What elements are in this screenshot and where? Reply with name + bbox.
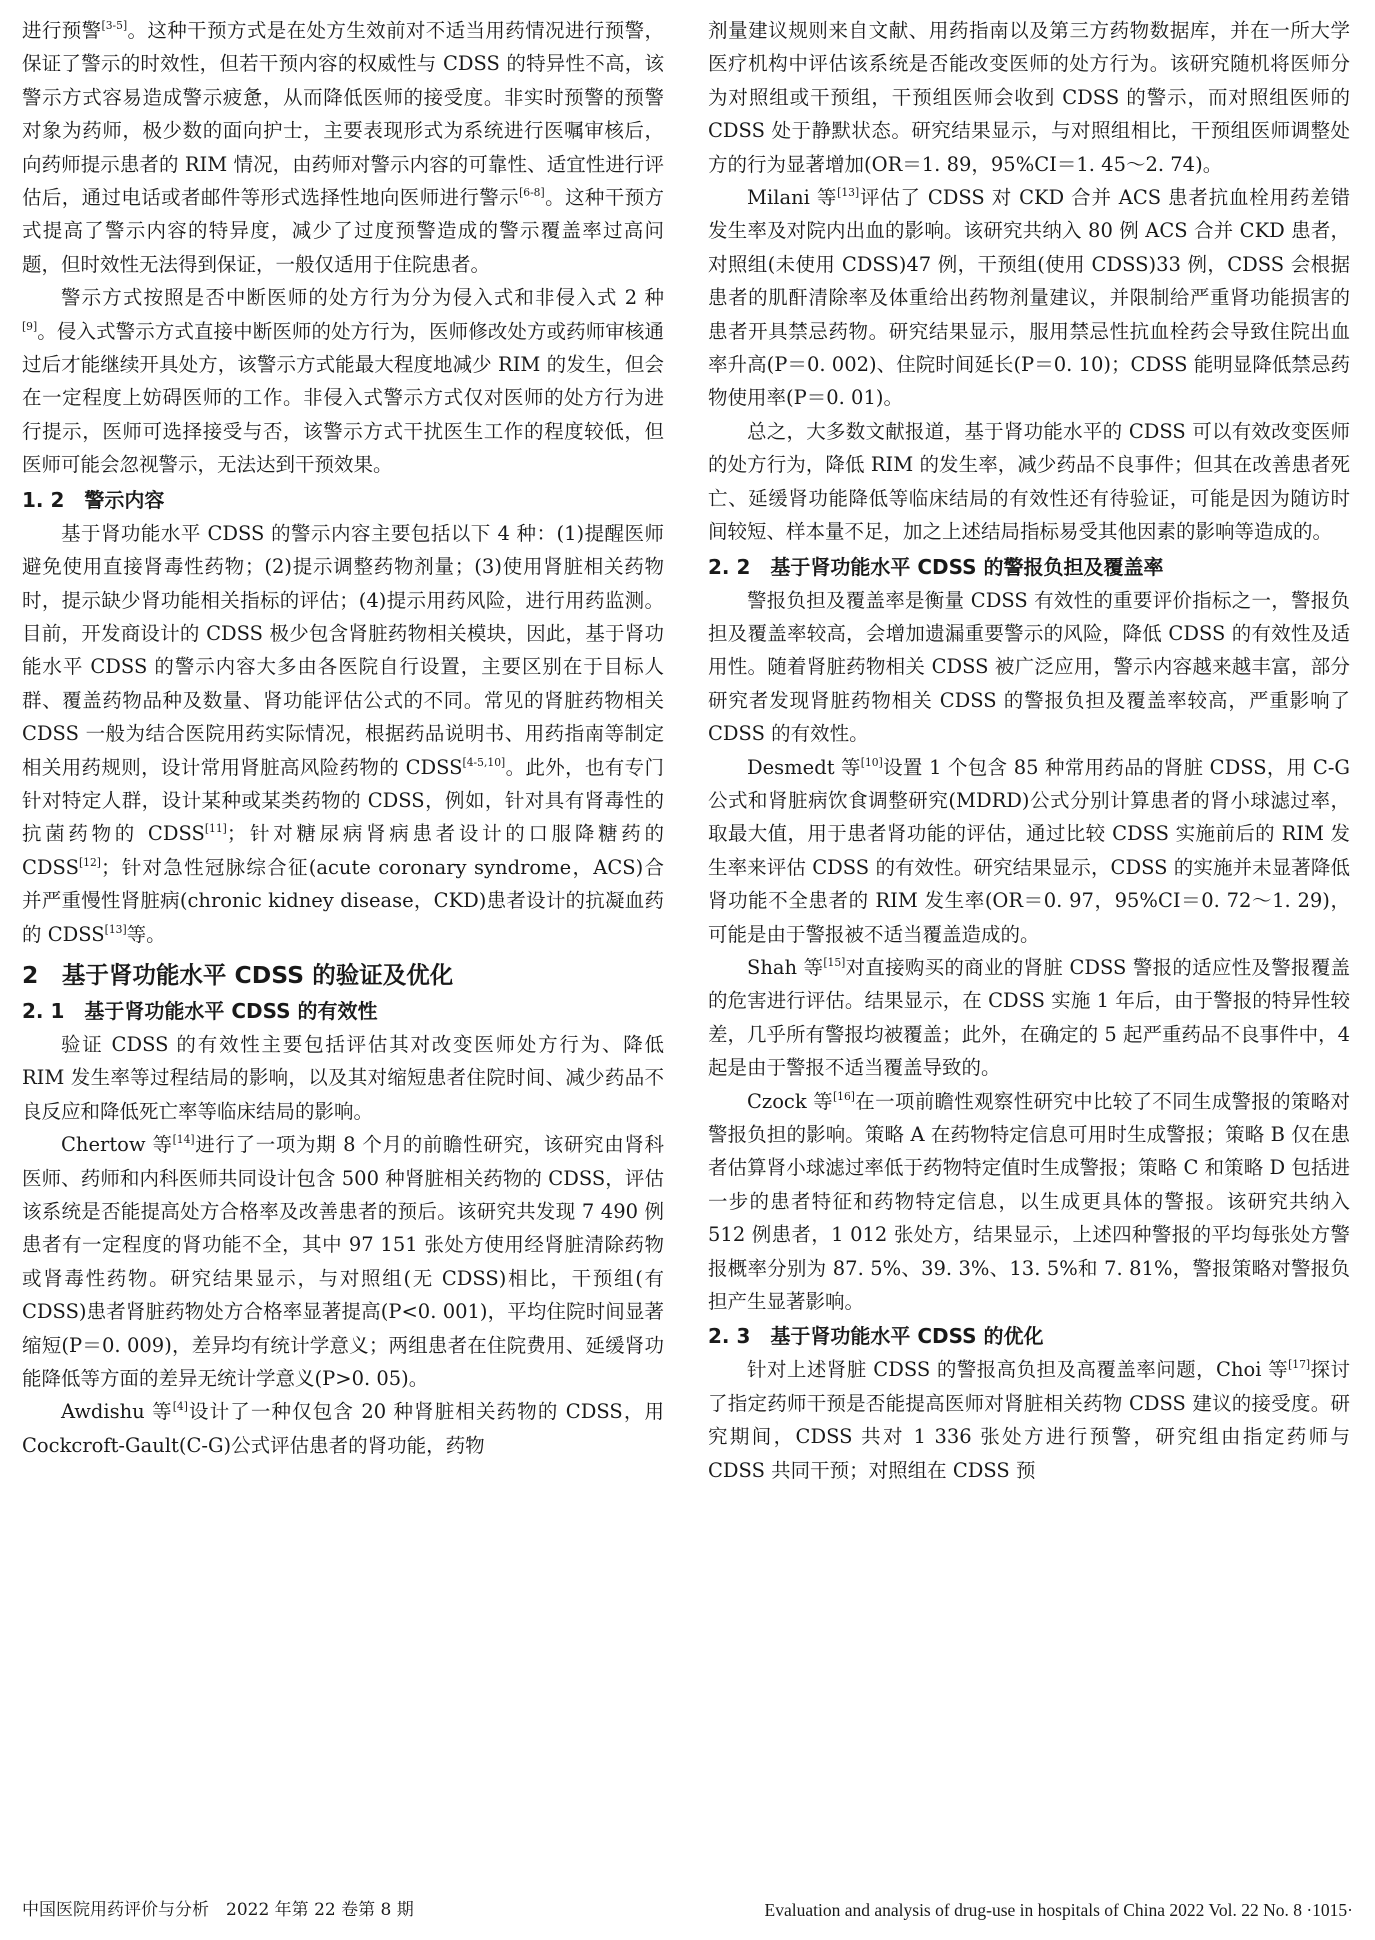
citation-ref: [15]	[823, 955, 846, 969]
subsection-heading: 2. 3 基于肾功能水平 CDSS 的优化	[708, 1324, 1044, 1349]
paragraph-text: Czock 等	[747, 1089, 833, 1113]
citation-ref: [16]	[832, 1089, 855, 1103]
paragraph-text: 。此外，也有专门针对特定人群，设计某种或某类药物的 CDSS，例如，针对具有肾毒性的抗菌药物的 CDSS	[22, 755, 664, 846]
citation-ref: [13]	[104, 922, 127, 936]
paragraph-text: 在一项前瞻性观察性研究中比较了不同生成警报的策略对警报负担的影响。策略 A 在药物特定信息可用时生成警报；策略 B 仅在患者估算肾小球滤过率低于药物特定值时生成警报；策略 C 和策略 D 包括进一步的患者特征和药物特定信息，以生成更具体的警报。该研究共纳入 512 例患者，1 012 张处方，结果显示，上述四种警报的平均每张处方警报概率分别为 87. 5%、39. 3%、13. 5%和 7. 81%，警报策略对警报负担产生显著影响。	[708, 1089, 1350, 1314]
citation-ref: [17]	[1288, 1358, 1311, 1372]
paragraph	[22, 1028, 664, 1128]
paragraph-text: 警示方式按照是否中断医师的处方行为分为侵入式和非侵入式 2 种	[61, 286, 664, 310]
paragraph-text: 对直接购买的商业的肾脏 CDSS 警报的适应性及警报覆盖的危害进行评估。结果显示，在 CDSS 实施 1 年后，由于警报的特异性较差，几乎所有警报均被覆盖；此外，在确定的 5 起严重药品不良事件中，4 起是由于警报不适当覆盖导致的。	[708, 955, 1350, 1080]
subsection-heading: 1. 2 警示内容	[22, 487, 165, 512]
citation-ref: [4-5,10]	[462, 755, 506, 769]
paragraph-text: 。这种干预方式是在处方生效前对不适当用药情况进行预警，保证了警示的时效性，但若干预内容的权威性与 CDSS 的特异性不高，该警示方式容易造成警示疲惫，从而降低医师的接受度。非实时预警的预警对象为药师，极少数的面向护士，主要表现形式为系统进行医嘱审核后，向药师提示患者的 RIM 情况，由药师对警示内容的可靠性、适宜性进行评估后，通过电话或者邮件等形式选择性地向医师进行警示	[22, 19, 664, 210]
journal-name-cn: 中国医院用药评价与分析 2022 年第 22 卷第 8 期	[22, 1900, 414, 1920]
paragraph-text: Awdishu 等	[61, 1400, 173, 1424]
paragraph-text: Milani 等	[747, 186, 838, 210]
journal-name-en-page-number: Evaluation and analysis of drug-use in hospitals of China 2022 Vol. 22 No. 8 ·1015·	[764, 1900, 1353, 1920]
paragraph-text: Shah 等	[747, 955, 824, 979]
citation-ref: [13]	[837, 186, 860, 199]
paragraph-text: 警报负担及覆盖率是衡量 CDSS 有效性的重要评价指标之一，警报负担及覆盖率较高，会增加遗漏重要警示的风险，降低 CDSS 的有效性及适用性。随着肾脏药物相关 CDSS 被广泛应用，警示内容越来越丰富，部分研究者发现肾脏药物相关 CDSS 的警报负担及覆盖率较高，严重影响了 CDSS 的有效性。	[708, 588, 1350, 746]
paragraph-text: 探讨了指定药师干预是否能提高医师对肾脏相关药物 CDSS 建议的接受度。研究期间，CDSS 共对 1 336 张处方进行预警，研究组由指定药师与 CDSS 共同干预；对照组在 CDSS 预	[708, 1358, 1350, 1482]
page-footer	[22, 1895, 1353, 1925]
paragraph-text: 针对上述肾脏 CDSS 的警报高负担及高覆盖率问题，Choi 等	[747, 1358, 1289, 1382]
paragraph-text: 设计了一种仅包含 20 种肾脏相关药物的 CDSS，用 Cockcroft-Gault(C-G)公式评估患者的肾功能，药物	[22, 1400, 664, 1457]
citation-ref: [9]	[22, 319, 38, 333]
paragraph	[708, 1085, 1350, 1319]
left-column	[22, 14, 664, 1462]
paragraph	[708, 751, 1350, 951]
paragraph-text: ；针对急性冠脉综合征(acute coronary syndrome，ACS)合并严重慢性肾脏病(chronic kidney disease，CKD)患者设计的抗凝血药的 CDSS	[22, 855, 664, 946]
paragraph-text: 设置 1 个包含 85 种常用药品的肾脏 CDSS，用 C-G 公式和肾脏病饮食调整研究(MDRD)公式分别计算患者的肾小球滤过率，取最大值，用于患者肾功能的评估，通过比较 CDSS 实施前后的 RIM 发生率来评估 CDSS 的有效性。研究结果显示，CDSS 的实施并未显著降低肾功能不全患者的 RIM 发生率(OR＝0. 97，95%CI＝0. 72～1. 29)，可能是由于警报被不适当覆盖造成的。	[708, 755, 1350, 946]
paragraph	[708, 14, 1350, 181]
paragraph-text: 。这种干预方式提高了警示内容的特异度，减少了过度预警造成的警示覆盖率过高问题，但时效性无法得到保证，一般仅适用于住院患者。	[22, 186, 664, 276]
paragraph	[22, 1395, 664, 1462]
paragraph	[708, 415, 1350, 549]
paragraph-text: Desmedt 等	[747, 755, 861, 779]
paragraph-text: 。侵入式警示方式直接中断医师的处方行为，医师修改处方或药师审核通过后才能继续开具处方，该警示方式能最大程度地减少 RIM 的发生，但会在一定程度上妨碍医师的工作。非侵入式警示方式仅对医师的处方行为进行提示，医师可选择接受与否，该警示方式干扰医生工作的程度较低，但医师可能会忽视警示，无法达到干预效果。	[22, 319, 664, 477]
paragraph	[22, 1128, 664, 1395]
paragraph	[708, 584, 1350, 751]
paragraph	[22, 281, 664, 481]
citation-ref: [11]	[204, 822, 227, 836]
paragraph	[708, 1353, 1350, 1487]
paragraph	[708, 951, 1350, 1085]
citation-ref: [6-8]	[519, 186, 545, 199]
citation-ref: [12]	[78, 855, 101, 869]
paragraph-text: Chertow 等	[61, 1133, 173, 1157]
citation-ref: [4]	[172, 1400, 188, 1414]
paragraph	[708, 181, 1350, 415]
paragraph	[22, 517, 664, 951]
paragraph	[22, 14, 664, 281]
subsection-heading: 2. 2 基于肾功能水平 CDSS 的警报负担及覆盖率	[708, 554, 1164, 579]
paragraph-text: 进行预警	[22, 19, 102, 42]
right-column	[708, 14, 1350, 1487]
citation-ref: [3-5]	[101, 18, 128, 32]
section-heading: 2 基于肾功能水平 CDSS 的验证及优化	[22, 960, 454, 989]
citation-ref: [10]	[860, 755, 883, 769]
paragraph-text: 剂量建议规则来自文献、用药指南以及第三方药物数据库，并在一所大学医疗机构中评估该系统是否能改变医师的处方行为。该研究随机将医师分为对照组或干预组，干预组医师会收到 CDSS 的警示，而对照组医师的 CDSS 处于静默状态。研究结果显示，与对照组相比，干预组医师调整处方的行为显著增加(OR＝1. 89，95%CI＝1. 45～2. 74)。	[708, 19, 1350, 176]
paragraph-text: 总之，大多数文献报道，基于肾功能水平的 CDSS 可以有效改变医师的处方行为，降低 RIM 的发生率，减少药品不良事件；但其在改善患者死亡、延缓肾功能降低等临床结局的有效性还有待验证，可能是因为随访时间较短、样本量不足，加之上述结局指标易受其他因素的影响等造成的。	[708, 419, 1350, 544]
paragraph-text: 等。	[126, 922, 166, 946]
citation-ref: [14]	[172, 1133, 195, 1147]
paragraph-text: 验证 CDSS 的有效性主要包括评估其对改变医师处方行为、降低 RIM 发生率等过程结局的影响，以及其对缩短患者住院时间、减少药品不良反应和降低死亡率等临床结局的影响。	[22, 1032, 664, 1123]
paragraph-text: 进行了一项为期 8 个月的前瞻性研究，该研究由肾科医师、药师和内科医师共同设计包含 500 种肾脏相关药物的 CDSS，评估该系统是否能提高处方合格率及改善患者的预后。该研究共发现 7 490 例患者有一定程度的肾功能不全，其中 97 151 张处方使用经肾脏清除药物或肾毒性药物。研究结果显示，与对照组(无 CDSS)相比，干预组(有 CDSS)患者肾脏药物处方合格率显著提高(P<0. 001)，平均住院时间显著缩短(P＝0. 009)，差异均有统计学意义；两组患者在住院费用、延缓肾功能降低等方面的差异无统计学意义(P>0. 05)。	[22, 1133, 664, 1391]
paragraph-text: 评估了 CDSS 对 CKD 合并 ACS 患者抗血栓用药差错发生率及对院内出血的影响。该研究共纳入 80 例 ACS 合并 CKD 患者，对照组(未使用 CDSS)47 例，干预组(使用 CDSS)33 例，CDSS 会根据患者的肌酐清除率及体重给出药物剂量建议，并限制给严重肾功能损害的患者开具禁忌药物。研究结果显示，服用禁忌性抗血栓药会导致住院出血率升高(P＝0. 002)、住院时间延长(P＝0. 10)；CDSS 能明显降低禁忌药物使用率(P＝0. 01)。	[708, 186, 1350, 410]
paragraph-text: ；针对糖尿病肾病患者设计的口服降糖药的 CDSS	[22, 822, 664, 879]
paragraph-text: 基于肾功能水平 CDSS 的警示内容主要包括以下 4 种：(1)提醒医师避免使用直接肾毒性药物；(2)提示调整药物剂量；(3)使用肾脏相关药物时，提示缺少肾功能相关指标的评估；(4)提示用药风险，进行用药监测。目前，开发商设计的 CDSS 极少包含肾脏药物相关模块，因此，基于肾功能水平 CDSS 的警示内容大多由各医院自行设置，主要区别在于目标人群、覆盖药物品种及数量、肾功能评估公式的不同。常见的肾脏药物相关 CDSS 一般为结合医院用药实际情况，根据药品说明书、用药指南等制定相关用药规则，设计常用肾脏高风险药物的 CDSS	[22, 521, 664, 779]
subsection-heading: 2. 1 基于肾功能水平 CDSS 的有效性	[22, 998, 378, 1023]
